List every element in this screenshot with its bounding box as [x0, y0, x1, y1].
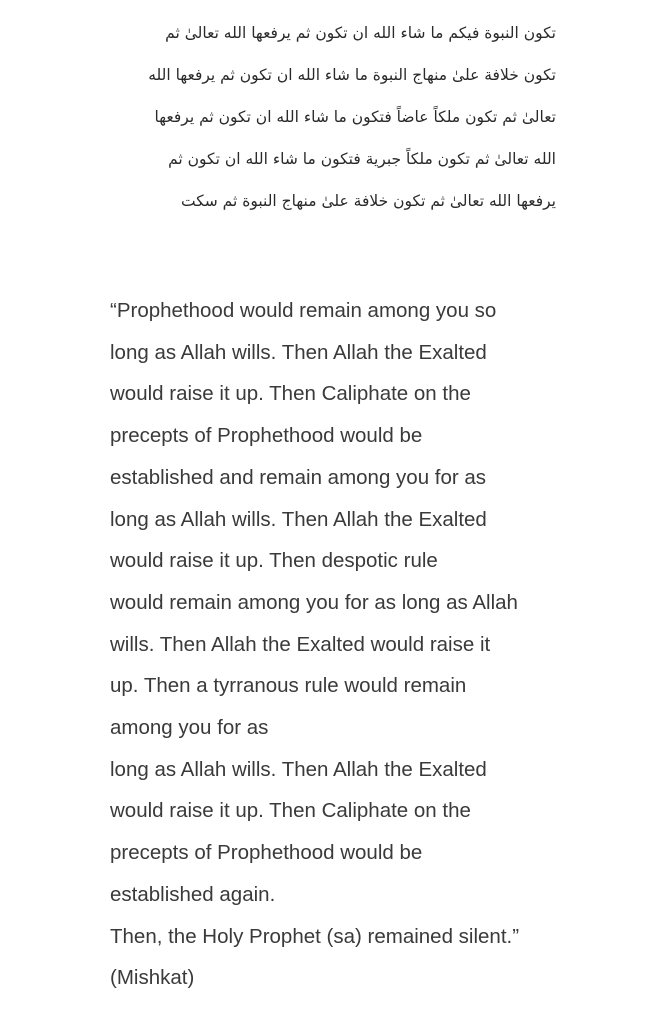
translation-line: Then, the Holy Prophet (sa) remained silent.”	[110, 924, 520, 948]
translation-line: would remain among you for as long as Allah	[110, 590, 518, 614]
translation-line: would raise it up. Then Caliphate on the	[110, 382, 471, 406]
translation-line: among you for as	[110, 716, 269, 740]
translation-line: established again.	[110, 882, 276, 906]
translation-line: up. Then a tyrranous rule would remain	[110, 674, 467, 698]
english-translation	[110, 290, 560, 999]
translation-line: wills. Then Allah the Exalted would raise it	[110, 632, 491, 656]
arabic-hadith-text	[70, 12, 556, 222]
translation-line: long as Allah wills. Then Allah the Exalted	[110, 507, 487, 531]
translation-line: long as Allah wills. Then Allah the Exalted	[110, 757, 487, 781]
translation-line: would raise it up. Then despotic rule	[110, 549, 438, 573]
arabic-line: تكون النبوة فيكم ما شاء الله ان تكون ثم يرفعها الله تعالىٰ ثم	[165, 24, 556, 42]
translation-line: precepts of Prophethood would be	[110, 841, 423, 865]
translation-line: long as Allah wills. Then Allah the Exalted	[110, 340, 487, 364]
translation-line: would raise it up. Then Caliphate on the	[110, 799, 471, 823]
translation-line: established and remain among you for as	[110, 465, 487, 489]
arabic-line: تعالىٰ ثم تكون ملكاً عاضاً فتكون ما شاء الله ان تكون ثم يرفعها	[154, 108, 556, 126]
translation-line: precepts of Prophethood would be	[110, 424, 423, 448]
arabic-line: يرفعها الله تعالىٰ ثم تكون خلافة علىٰ منهاج النبوة ثم سكت	[180, 192, 556, 210]
citation-source: (Mishkat)	[110, 966, 195, 990]
translation-line: “Prophethood would remain among you so	[110, 299, 497, 322]
arabic-line: تكون خلافة علىٰ منهاج النبوة ما شاء الله ان تكون ثم يرفعها الله	[148, 66, 556, 84]
arabic-line: الله تعالىٰ ثم تكون ملكاً جبرية فتكون ما شاء الله ان تكون ثم	[168, 150, 556, 168]
